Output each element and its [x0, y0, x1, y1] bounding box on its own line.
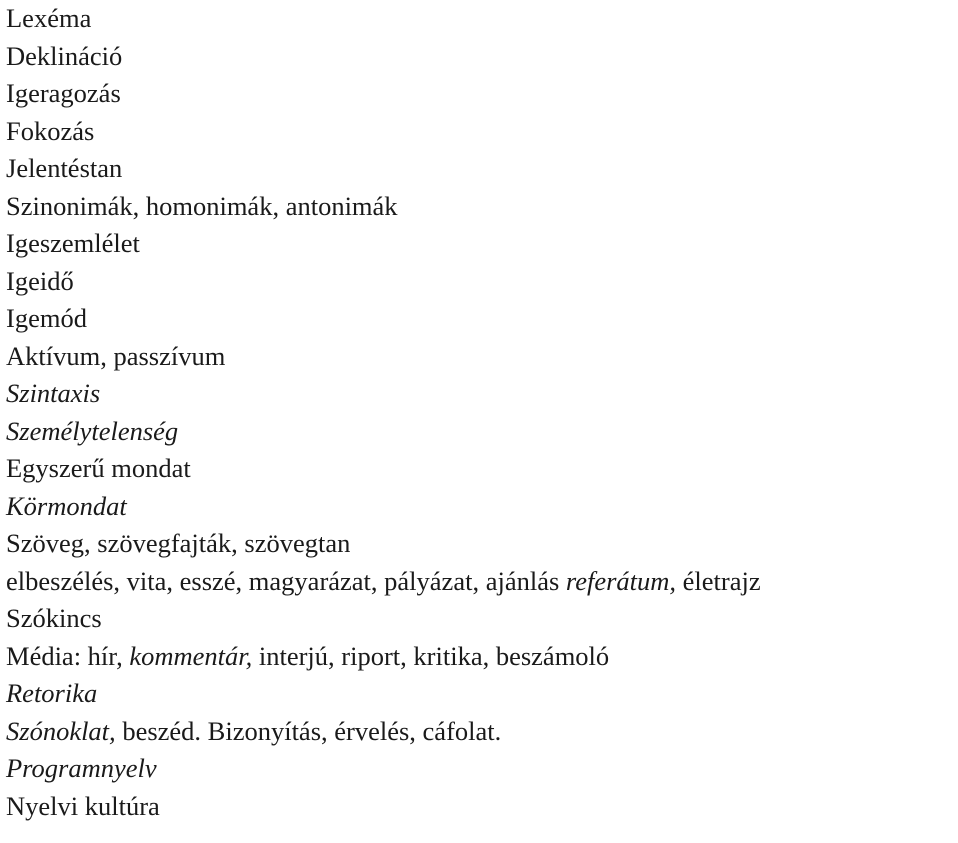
line-lexema — [6, 0, 956, 38]
line-egyszeru-mondat — [6, 450, 956, 488]
text-segment: Média: hír, — [6, 640, 130, 671]
text-segment: Nyelvi kultúra — [6, 790, 160, 821]
line-igeszemlelet — [6, 225, 956, 263]
text-segment-italic: Személytelenség — [6, 415, 179, 446]
text-segment: Szöveg, szövegfajták, szövegtan — [6, 528, 351, 558]
text-segment: interjú, riport, kritika, beszámoló — [252, 640, 610, 671]
text-segment-italic: referátum, — [565, 565, 677, 596]
text-segment: Deklináció — [6, 40, 123, 71]
line-igeragozas — [6, 75, 956, 113]
text-segment: Fokozás — [6, 115, 95, 146]
text-segment: Egyszerű mondat — [6, 453, 191, 483]
line-szemelytelenseg — [6, 413, 956, 451]
line-igeido — [6, 263, 956, 301]
line-retorika — [6, 675, 956, 713]
text-segment: beszéd. Bizonyítás, érvelés, cáfolat. — [115, 715, 502, 746]
text-segment-italic: kommentár, — [129, 640, 253, 671]
text-segment: életrajz — [676, 565, 761, 596]
line-media — [6, 638, 956, 676]
line-szokincs — [6, 600, 956, 638]
line-szinonimak — [6, 188, 956, 226]
line-elbeszeles — [6, 563, 956, 601]
text-segment: Igeidő — [6, 265, 74, 296]
text-segment-italic: Szónoklat, — [6, 715, 116, 746]
text-segment-italic: Retorika — [6, 678, 98, 708]
line-szonoklat — [6, 713, 956, 751]
line-szoveg — [6, 525, 956, 563]
text-segment: Igeragozás — [6, 78, 121, 108]
text-segment: Igemód — [6, 303, 87, 333]
line-aktivum-passzivum — [6, 338, 956, 376]
line-kormondat — [6, 488, 956, 526]
line-szintaxis — [6, 375, 956, 413]
text-segment: Szókincs — [6, 603, 102, 633]
text-segment: Lexéma — [6, 3, 92, 33]
text-segment: Jelentéstan — [6, 153, 123, 183]
line-fokozas — [6, 113, 956, 151]
text-segment-italic: Programnyelv — [6, 753, 157, 783]
text-segment-italic: Szintaxis — [6, 378, 101, 408]
text-segment-italic: Körmondat — [6, 490, 127, 521]
text-segment: Aktívum, passzívum — [6, 340, 226, 371]
text-segment: Igeszemlélet — [6, 228, 140, 258]
text-segment: Szinonimák, homonimák, antonimák — [6, 190, 398, 221]
line-deklinacio — [6, 38, 956, 76]
text-segment: elbeszélés, vita, esszé, magyarázat, pályázat, ajánlás — [6, 565, 566, 596]
line-programnyelv — [6, 750, 956, 788]
line-nyelvi-kultura — [6, 788, 956, 826]
line-igemod — [6, 300, 956, 338]
document-page — [6, 0, 956, 825]
line-jelentestan — [6, 150, 956, 188]
